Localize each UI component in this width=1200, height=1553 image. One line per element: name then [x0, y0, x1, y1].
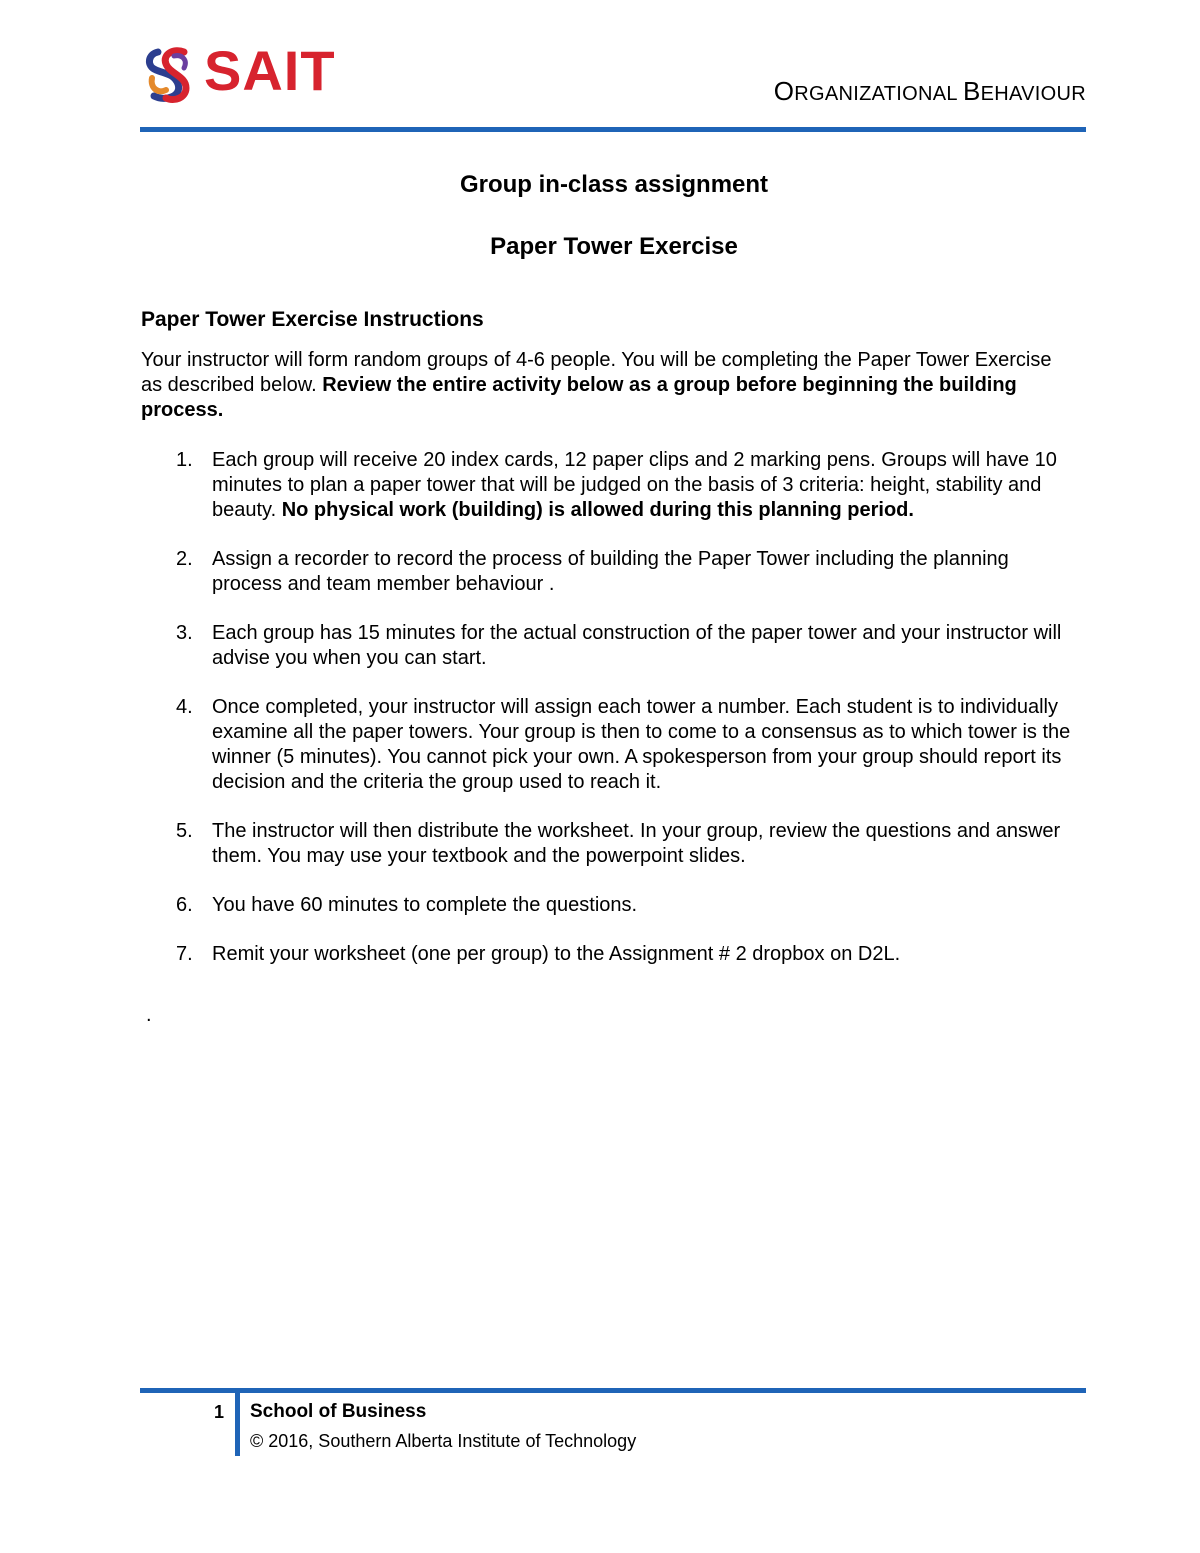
list-item-text: Assign a recorder to record the process of building the Paper Tower including the planning process and team member behaviour . — [212, 548, 1009, 595]
list-item — [141, 547, 1081, 597]
footer-school: School of Business — [250, 1401, 427, 1422]
list-item — [141, 695, 1081, 795]
footer-divider — [235, 1393, 240, 1456]
list-item — [141, 621, 1081, 671]
list-item-text: Each group will receive 20 index cards, 12 paper clips and 2 marking pens. Groups will have 10 minutes to plan a paper tower that will be judged on the basis of 3 criteria: height, stability and beauty. — [212, 449, 1057, 521]
list-item-number: 3. — [176, 622, 193, 644]
footer-rule — [140, 1388, 1086, 1393]
course-title-initial-b: B — [962, 76, 981, 106]
list-item — [141, 942, 1081, 967]
list-item — [141, 819, 1081, 869]
list-item-text: Once completed, your instructor will assign each tower a number. Each student is to individually examine all the paper towers. Your group is then to come to a consensus as to which tower is the winner (5 minutes). You cannot pick your own. A spokesperson from your group should report its decision and the criteria the group used to reach it. — [212, 696, 1071, 793]
exercise-title: Paper Tower Exercise — [490, 233, 738, 260]
course-title-initial-o: O — [773, 76, 795, 106]
course-title — [774, 75, 1086, 110]
list-item-text: Each group has 15 minutes for the actual construction of the paper tower and your instructor will advise you when you can start. — [212, 622, 1062, 669]
list-item-number: 5. — [176, 820, 193, 842]
sait-logo-mark-icon — [144, 44, 200, 104]
intro-text: Your instructor will form random groups of 4-6 people. You will be completing the Paper Tower Exercise as described below. — [141, 349, 1052, 396]
list-item-number: 2. — [176, 548, 193, 570]
course-title-part2: EHAVIOUR — [980, 83, 1086, 105]
list-item-emphasis: No physical work (building) is allowed during this planning period. — [281, 499, 914, 521]
intro-emphasis: Review the entire activity below as a group before beginning the building process. — [141, 374, 1017, 421]
assignment-title: Group in-class assignment — [459, 171, 769, 198]
sait-logo-text: SAIT — [204, 39, 336, 102]
course-title-part1: RGANIZATIONAL — [794, 83, 963, 105]
list-item-number: 4. — [176, 696, 193, 718]
sait-logo — [144, 39, 344, 104]
instruction-list — [141, 448, 1081, 991]
list-item-number: 7. — [176, 943, 193, 965]
list-item-number: 6. — [176, 894, 193, 916]
intro-paragraph — [141, 348, 1071, 423]
list-item-number: 1. — [176, 449, 193, 471]
list-item — [141, 448, 1081, 523]
list-item-text: You have 60 minutes to complete the questions. — [212, 894, 638, 916]
header-rule — [140, 127, 1086, 132]
page-number: 1 — [214, 1402, 225, 1422]
stray-period: . — [146, 1004, 152, 1026]
list-item-text: The instructor will then distribute the worksheet. In your group, review the questions and answer them. You may use your textbook and the powerpoint slides. — [212, 820, 1061, 867]
list-item — [141, 893, 1081, 918]
section-heading: Paper Tower Exercise Instructions — [141, 308, 484, 331]
list-item-text: Remit your worksheet (one per group) to the Assignment # 2 dropbox on D2L. — [212, 943, 901, 965]
footer-copyright: © 2016, Southern Alberta Institute of Technology — [250, 1431, 637, 1451]
